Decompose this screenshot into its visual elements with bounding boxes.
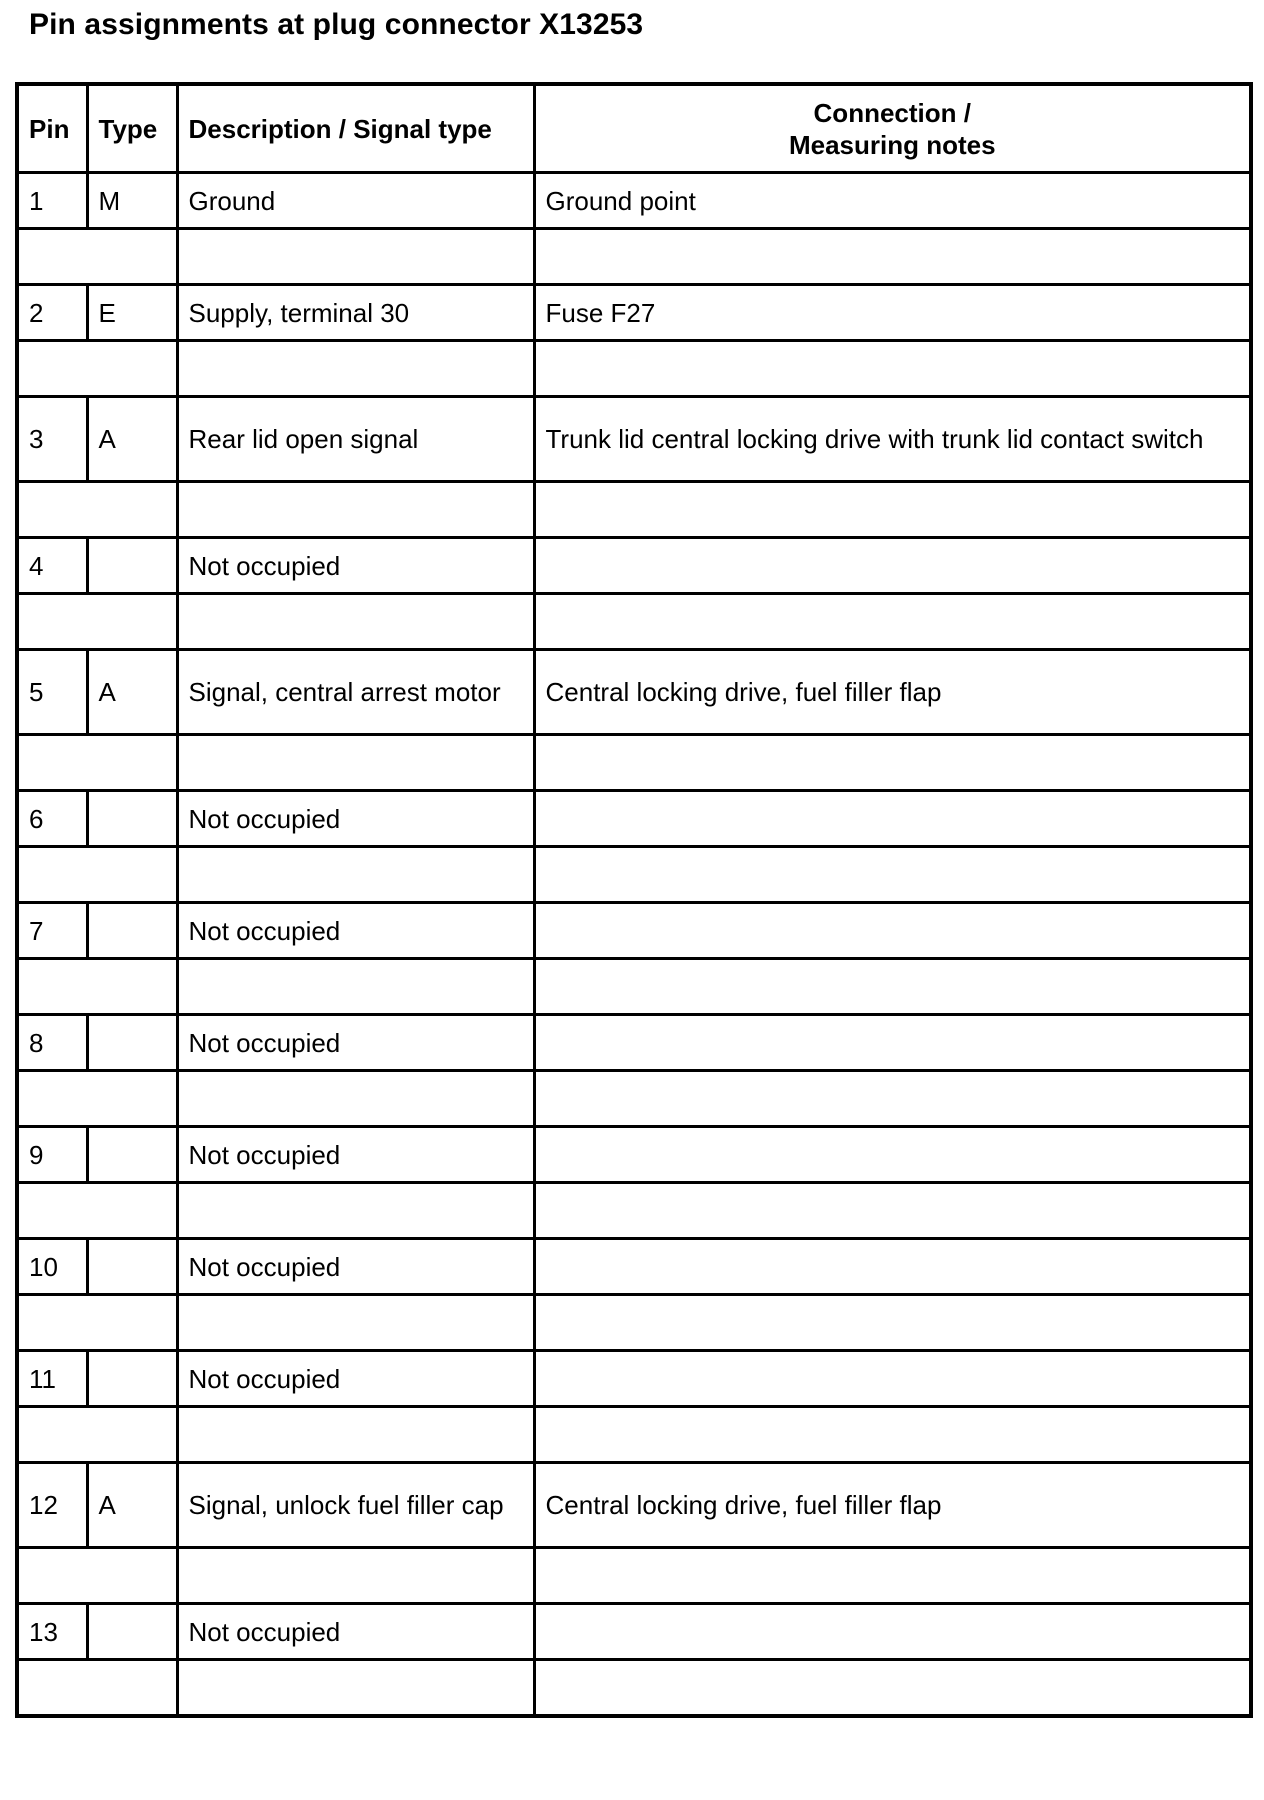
spacer-cell [17, 1183, 177, 1239]
connection-cell [534, 1239, 1251, 1295]
spacer-row [17, 1295, 1251, 1351]
spacer-row [17, 1183, 1251, 1239]
spacer-cell [17, 341, 177, 397]
header-connection-line2: Measuring notes [788, 129, 996, 160]
spacer-cell [17, 482, 177, 538]
type-cell [87, 1604, 177, 1660]
table-row [17, 1127, 1251, 1183]
table-row [17, 791, 1251, 847]
description-cell: Supply, terminal 30 [177, 285, 534, 341]
table-row [17, 1351, 1251, 1407]
connection-cell [534, 903, 1251, 959]
spacer-cell [17, 229, 177, 285]
header-connection-line1: Connection / [813, 97, 971, 128]
type-cell [87, 538, 177, 594]
pin-cell: 6 [17, 791, 87, 847]
description-cell: Not occupied [177, 538, 534, 594]
spacer-row [17, 735, 1251, 791]
spacer-row [17, 847, 1251, 903]
pin-cell: 13 [17, 1604, 87, 1660]
type-cell [87, 791, 177, 847]
table-row [17, 397, 1251, 482]
table-row [17, 173, 1251, 229]
header-pin: Pin [17, 84, 87, 173]
connection-cell [534, 1351, 1251, 1407]
spacer-cell [177, 1407, 534, 1463]
spacer-cell [177, 847, 534, 903]
spacer-cell [177, 229, 534, 285]
table-row [17, 1015, 1251, 1071]
connection-cell: Central locking drive, fuel filler flap [534, 1463, 1251, 1548]
spacer-cell [17, 1548, 177, 1604]
type-cell [87, 1239, 177, 1295]
header-description: Description / Signal type [177, 84, 534, 173]
table-row [17, 903, 1251, 959]
spacer-row [17, 482, 1251, 538]
spacer-cell [534, 594, 1251, 650]
spacer-cell [17, 1295, 177, 1351]
spacer-cell [177, 341, 534, 397]
pin-cell: 12 [17, 1463, 87, 1548]
spacer-cell [17, 594, 177, 650]
description-cell: Not occupied [177, 1604, 534, 1660]
connection-cell [534, 1604, 1251, 1660]
description-cell: Signal, unlock fuel filler cap [177, 1463, 534, 1548]
spacer-cell [177, 482, 534, 538]
spacer-cell [17, 1660, 177, 1717]
spacer-cell [17, 735, 177, 791]
type-cell: A [87, 1463, 177, 1548]
spacer-cell [534, 1548, 1251, 1604]
description-cell: Not occupied [177, 1239, 534, 1295]
spacer-cell [177, 1183, 534, 1239]
spacer-cell [534, 1407, 1251, 1463]
spacer-row [17, 1071, 1251, 1127]
spacer-cell [534, 1183, 1251, 1239]
table-row [17, 285, 1251, 341]
connection-cell: Trunk lid central locking drive with trunk lid contact switch [534, 397, 1251, 482]
spacer-cell [534, 1071, 1251, 1127]
spacer-cell [534, 482, 1251, 538]
table-row [17, 1463, 1251, 1548]
spacer-cell [534, 1660, 1251, 1717]
description-cell: Not occupied [177, 1351, 534, 1407]
header-row [17, 84, 1251, 173]
spacer-cell [17, 959, 177, 1015]
spacer-row [17, 229, 1251, 285]
description-cell: Not occupied [177, 791, 534, 847]
spacer-row [17, 1407, 1251, 1463]
type-cell [87, 903, 177, 959]
spacer-cell [177, 1548, 534, 1604]
table-row [17, 538, 1251, 594]
spacer-cell [17, 847, 177, 903]
type-cell [87, 1351, 177, 1407]
pin-cell: 2 [17, 285, 87, 341]
spacer-cell [17, 1071, 177, 1127]
spacer-cell [534, 735, 1251, 791]
pin-cell: 7 [17, 903, 87, 959]
connection-cell [534, 538, 1251, 594]
spacer-row [17, 1548, 1251, 1604]
pin-cell: 5 [17, 650, 87, 735]
pin-cell: 10 [17, 1239, 87, 1295]
connection-cell [534, 1127, 1251, 1183]
pin-cell: 8 [17, 1015, 87, 1071]
spacer-cell [534, 341, 1251, 397]
table-row [17, 1604, 1251, 1660]
spacer-cell [177, 735, 534, 791]
spacer-cell [177, 1295, 534, 1351]
spacer-cell [177, 1660, 534, 1717]
spacer-cell [17, 1407, 177, 1463]
description-cell: Ground [177, 173, 534, 229]
header-type: Type [87, 84, 177, 173]
pin-cell: 1 [17, 173, 87, 229]
pin-cell: 4 [17, 538, 87, 594]
description-cell: Not occupied [177, 903, 534, 959]
table-row [17, 1239, 1251, 1295]
pin-cell: 9 [17, 1127, 87, 1183]
spacer-cell [534, 959, 1251, 1015]
page-title: Pin assignments at plug connector X13253 [29, 8, 644, 41]
connection-cell: Central locking drive, fuel filler flap [534, 650, 1251, 735]
spacer-cell [534, 847, 1251, 903]
pin-cell: 11 [17, 1351, 87, 1407]
spacer-cell [177, 959, 534, 1015]
connection-cell [534, 791, 1251, 847]
spacer-cell [534, 229, 1251, 285]
type-cell [87, 1015, 177, 1071]
connection-cell: Fuse F27 [534, 285, 1251, 341]
description-cell: Not occupied [177, 1127, 534, 1183]
type-cell: M [87, 173, 177, 229]
spacer-row [17, 341, 1251, 397]
description-cell: Rear lid open signal [177, 397, 534, 482]
spacer-cell [177, 1071, 534, 1127]
pin-assignment-table [15, 82, 1253, 1718]
table-row [17, 650, 1251, 735]
connection-cell [534, 1015, 1251, 1071]
type-cell [87, 1127, 177, 1183]
spacer-cell [177, 594, 534, 650]
connection-cell: Ground point [534, 173, 1251, 229]
spacer-cell [534, 1295, 1251, 1351]
spacer-row [17, 1660, 1251, 1717]
pin-cell: 3 [17, 397, 87, 482]
spacer-row [17, 594, 1251, 650]
type-cell: A [87, 650, 177, 735]
type-cell: A [87, 397, 177, 482]
spacer-row [17, 959, 1251, 1015]
header-connection [534, 84, 1251, 173]
type-cell: E [87, 285, 177, 341]
description-cell: Not occupied [177, 1015, 534, 1071]
description-cell: Signal, central arrest motor [177, 650, 534, 735]
